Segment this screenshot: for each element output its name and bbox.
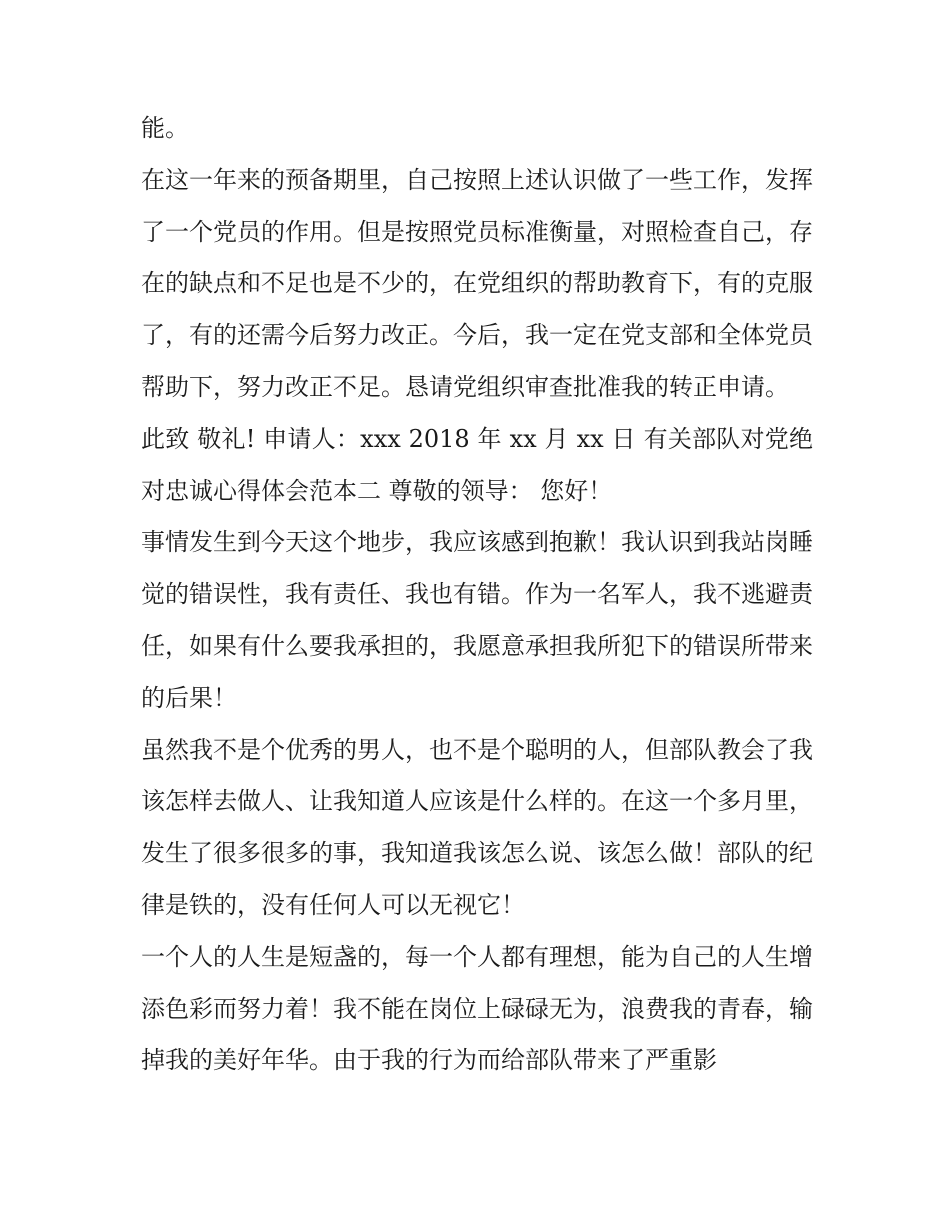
document-body bbox=[141, 103, 813, 1087]
paragraph-continuation: 能。 bbox=[141, 114, 189, 142]
paragraph-closing-and-heading: 此致 敬礼! 申请人：xxx 2018 年 xx 月 xx 日 有关部队对党绝对忠诚心得体会范本二 尊敬的领导： 您好！ bbox=[141, 424, 813, 505]
paragraph-army-lessons: 虽然我不是个优秀的男人，也不是个聪明的人，但部队教会了我该怎样去做人、让我知道人应该是什么样的。在这一个多月里，发生了很多很多的事，我知道我该怎么说、该怎么做！部队的纪律是铁的，没有任何人可以无视它！ bbox=[141, 735, 813, 919]
paragraph-life-ideals: 一个人的人生是短盏的，每一个人都有理想，能为自己的人生增添色彩而努力着！我不能在岗位上碌碌无为，浪费我的青春，输掉我的美好年华。由于我的行为而给部队带来了严重影 bbox=[141, 942, 813, 1075]
paragraph-apology: 事情发生到今天这个地步，我应该感到抱歉！我认识到我站岗睡觉的错误性，我有责任、我也有错。作为一名军人，我不逃避责任，如果有什么要我承担的，我愿意承担我所犯下的错误所带来的后果！ bbox=[141, 528, 813, 712]
paragraph-probation-summary: 在这一年来的预备期里，自己按照上述认识做了一些工作，发挥了一个党员的作用。但是按照党员标准衡量，对照检查自己，存在的缺点和不足也是不少的，在党组织的帮助教育下，有的克服了，有的还需今后努力改正。今后，我一定在党支部和全体党员帮助下，努力改正不足。恳请党组织审查批准我的转正申请。 bbox=[141, 165, 813, 401]
